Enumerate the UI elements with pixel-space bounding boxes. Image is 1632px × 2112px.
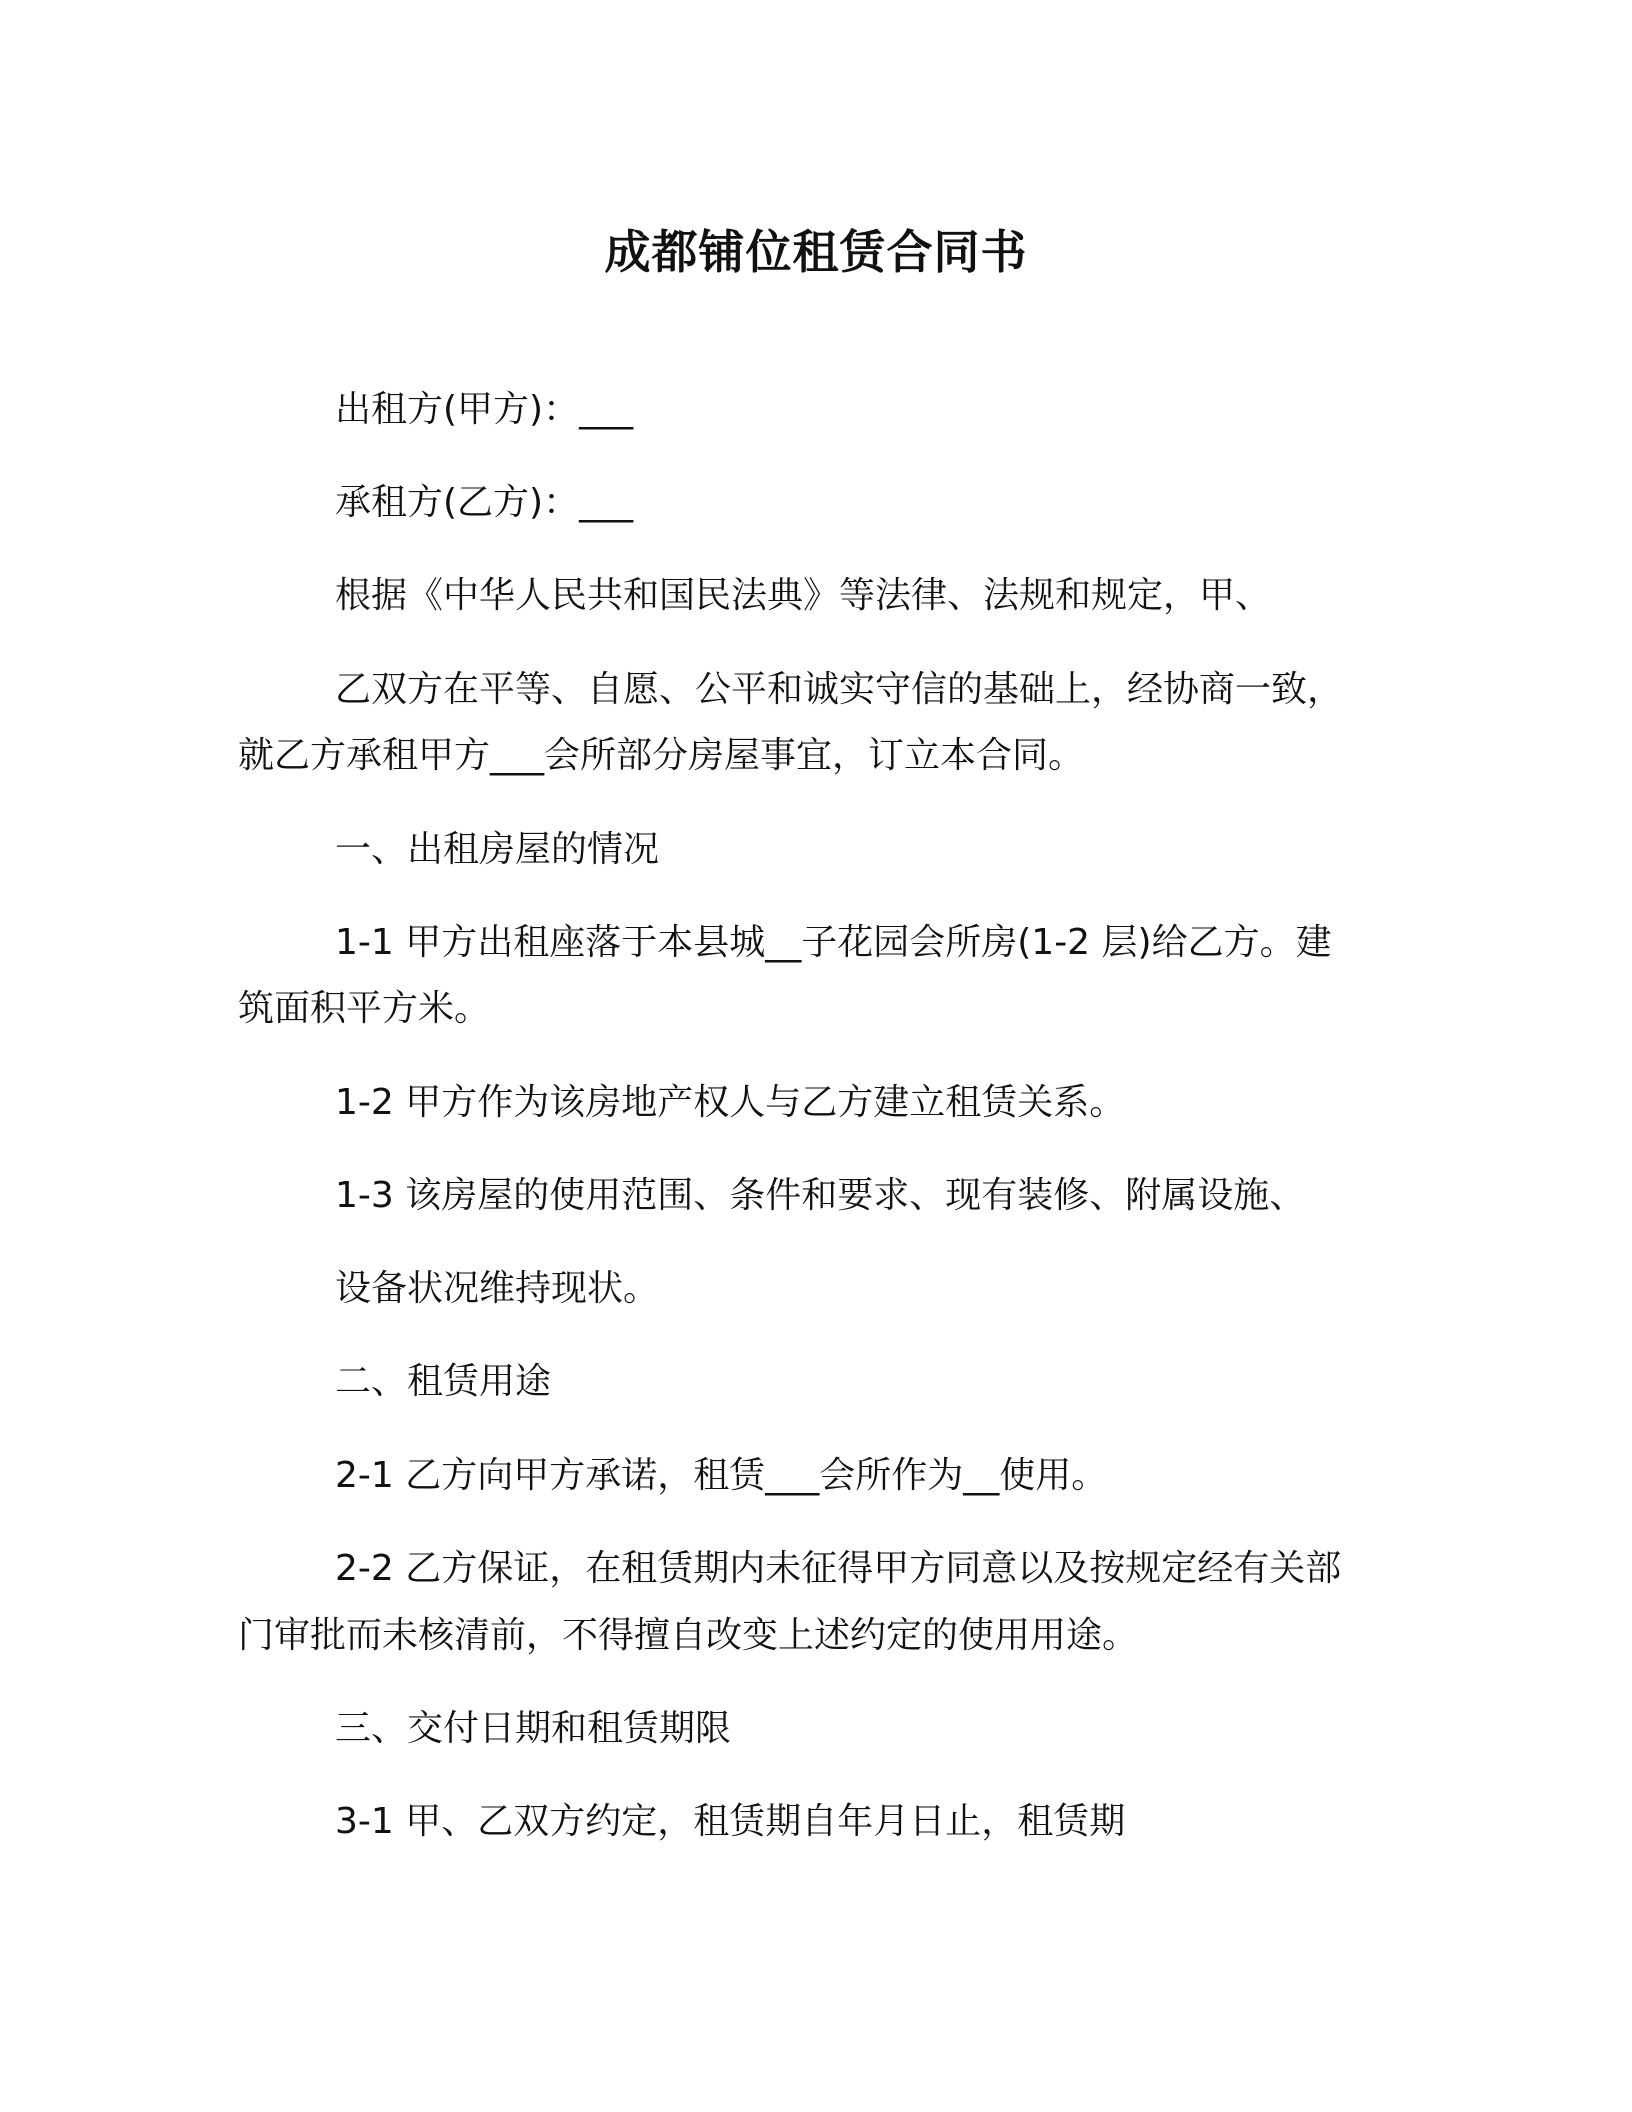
clause-1-1-line-2: 筑面积平方米。	[238, 988, 491, 1029]
clause-1-3-line-2: 设备状况维持现状。	[335, 1268, 660, 1309]
section-1-heading: 一、出租房屋的情况	[335, 829, 660, 870]
preamble-line-1: 根据《中华人民共和国民法典》等法律、法规和规定，甲、	[335, 575, 1272, 616]
section-2-heading: 二、租赁用途	[335, 1361, 552, 1402]
section-3-heading: 三、交付日期和租赁期限	[335, 1708, 732, 1749]
clause-1-1-line-1: 1-1 甲方出租座落于本县城__子花园会所房(1-2 层)给乙方。建	[335, 922, 1332, 963]
clause-2-1: 2-1 乙方向甲方承诺，租赁___会所作为__使用。	[335, 1455, 1108, 1496]
clause-2-2-line-1: 2-2 乙方保证，在租赁期内未征得甲方同意以及按规定经有关部	[335, 1548, 1342, 1589]
clause-1-3-line-1: 1-3 该房屋的使用范围、条件和要求、现有装修、附属设施、	[335, 1175, 1306, 1216]
lessor-line: 出租方(甲方)：___	[335, 389, 634, 430]
lessee-line: 承租方(乙方)：___	[335, 482, 634, 523]
clause-1-2: 1-2 甲方作为该房地产权人与乙方建立租赁关系。	[335, 1082, 1126, 1123]
document-title: 成都铺位租赁合同书	[604, 225, 1028, 279]
preamble-line-3: 就乙方承租甲方___会所部分房屋事宜，订立本合同。	[238, 735, 1085, 776]
clause-3-1-line-1: 3-1 甲、乙双方约定，租赁期自年月日止，租赁期	[335, 1801, 1126, 1842]
clause-2-2-line-2: 门审批而未核清前，不得擅自改变上述约定的使用用途。	[238, 1615, 1139, 1656]
preamble-line-2: 乙双方在平等、自愿、公平和诚实守信的基础上，经协商一致，	[335, 669, 1344, 710]
